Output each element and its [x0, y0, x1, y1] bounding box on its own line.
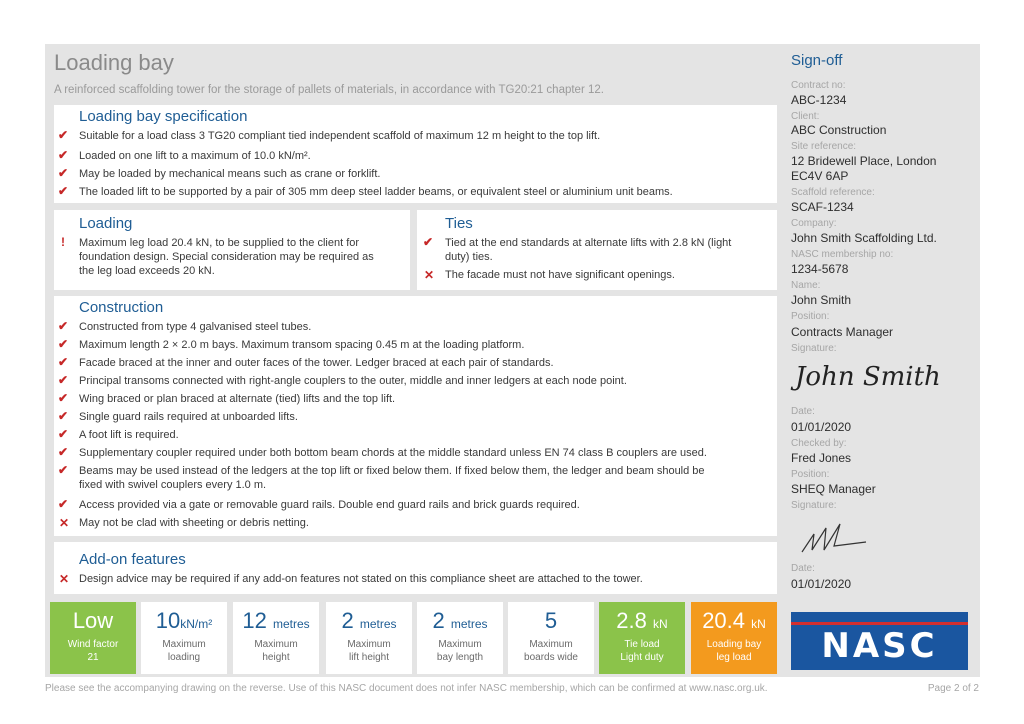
check-icon: ✔ [58, 427, 69, 441]
addons-panel [54, 542, 777, 594]
cross-icon: ✕ [59, 572, 70, 586]
addons-heading: Add-on features [79, 551, 186, 568]
check-icon: ✔ [58, 166, 69, 180]
logo-stripe [791, 622, 968, 625]
checked-value: Fred Jones [791, 451, 852, 465]
construction-item: Beams may be used instead of the ledgers at the top lift or fixed below them. If fixed below them, the ledger and beam should be [79, 465, 705, 477]
stat-max-bay-length [417, 602, 503, 674]
signoff-title: Sign-off [791, 52, 843, 69]
ties-panel [417, 210, 777, 290]
stat-unit: kN/m² [180, 617, 213, 631]
checked-label: Checked by: [791, 438, 847, 449]
logo-text: NASC [821, 626, 938, 666]
signature-scribble [800, 516, 870, 558]
nasc-logo [791, 612, 968, 670]
stat-caption: Wind factor [67, 639, 119, 650]
nasc-label: NASC membership no: [791, 249, 894, 260]
stat-value: 20.4 [702, 608, 746, 633]
date2-value: 01/01/2020 [791, 577, 852, 591]
stat-caption: Maximum [529, 639, 573, 650]
check-icon: ✔ [58, 409, 69, 423]
client-label: Client: [791, 111, 820, 122]
check-icon: ✔ [58, 148, 69, 162]
stat-caption: Tie load [624, 639, 660, 650]
signature-label: Signature: [791, 343, 837, 354]
position-label: Position: [791, 311, 830, 322]
handwritten-signature: John Smith [795, 362, 941, 392]
company-label: Company: [791, 218, 837, 229]
construction-panel [54, 296, 777, 536]
check-icon: ✔ [58, 319, 69, 333]
stat-caption: lift height [348, 652, 390, 663]
ties-item: The facade must not have significant openings. [445, 269, 675, 281]
client-value: ABC Construction [791, 123, 887, 137]
stat-unit: metres [272, 617, 310, 631]
check-icon: ✔ [58, 337, 69, 351]
check-icon: ✔ [58, 373, 69, 387]
loading-item-line: Maximum leg load 20.4 kN, to be supplied to the client for [79, 237, 360, 249]
contract-value: ABC-1234 [791, 93, 847, 107]
position-value: Contracts Manager [791, 325, 894, 339]
spec-item: Suitable for a load class 3 TG20 compliant tied independent scaffold of maximum 12 m height to the top lift. [79, 130, 601, 142]
check-icon: ✔ [58, 445, 69, 459]
check-icon: ✔ [58, 184, 69, 198]
stat-value: Low [72, 608, 114, 633]
loading-panel [54, 210, 410, 290]
cross-icon: ✕ [424, 268, 435, 282]
construction-item: Single guard rails required at unboarded lifts. [79, 411, 298, 423]
spec-item: The loaded lift to be supported by a pair of 305 mm deep steel ladder beams, or equivalent steel or aluminium unit beams. [79, 186, 673, 198]
stat-value: 2 [341, 608, 354, 633]
stat-caption: Maximum [254, 639, 298, 650]
stat-caption: Maximum [162, 639, 206, 650]
check-icon: ✔ [58, 391, 69, 405]
stat-leg-load [691, 602, 777, 674]
site-label: Site reference: [791, 141, 857, 152]
construction-item: Principal transoms connected with right-angle couplers to the outer, middle and inner ledgers at each node point. [79, 375, 627, 387]
stat-value: 10 [155, 608, 181, 633]
stat-unit: metres [359, 617, 397, 631]
ties-item-line: Tied at the end standards at alternate lifts with 2.8 kN (light [445, 237, 732, 249]
site-value-line2: EC4V 6AP [791, 169, 849, 183]
signature2-label: Signature: [791, 500, 837, 511]
stat-caption: boards wide [524, 652, 578, 663]
stat-caption: bay length [436, 652, 484, 663]
construction-item: Supplementary coupler required under both bottom beam chords at the middle standard unless EN 74 class B couplers are used. [79, 447, 707, 459]
stat-caption: Loading bay [706, 639, 762, 650]
date-value: 01/01/2020 [791, 420, 852, 434]
stat-wind-factor [50, 602, 136, 674]
site-value-line1: 12 Bridewell Place, London [791, 154, 937, 168]
check-icon: ✔ [58, 128, 69, 142]
stat-value: 12 [242, 608, 267, 633]
page-title: Loading bay [54, 50, 174, 75]
stat-tie-load [599, 602, 685, 674]
date2-label: Date: [791, 563, 815, 574]
spec-panel [54, 105, 777, 203]
cross-icon: ✕ [59, 516, 70, 530]
construction-item: Access provided via a gate or removable guard rails. Double end guard rails and brick guards required. [79, 499, 580, 511]
warning-icon: ! [61, 235, 65, 249]
stat-caption: loading [167, 652, 201, 663]
construction-item: Maximum length 2 × 2.0 m bays. Maximum transom spacing 0.45 m at the loading platform. [79, 339, 525, 351]
name-label: Name: [791, 280, 821, 291]
stat-unit: kN [653, 617, 668, 631]
position2-label: Position: [791, 469, 830, 480]
loading-heading: Loading [79, 215, 133, 232]
construction-item: May not be clad with sheeting or debris netting. [79, 517, 309, 529]
construction-item: Wing braced or plan braced at alternate (tied) lifts and the top lift. [79, 393, 396, 405]
stat-max-boards [508, 602, 594, 674]
stat-unit: metres [450, 617, 488, 631]
stat-max-height [233, 602, 319, 674]
company-value: John Smith Scaffolding Ltd. [791, 231, 937, 245]
spec-item: May be loaded by mechanical means such as crane or forklift. [79, 168, 381, 180]
date-label: Date: [791, 406, 815, 417]
spec-item: Loaded on one lift to a maximum of 10.0 kN/m². [79, 150, 311, 162]
page-subtitle: A reinforced scaffolding tower for the storage of pallets of materials, in accordance with TG20:21 chapter 12. [54, 84, 604, 96]
stat-max-lift-height [326, 602, 412, 674]
contract-label: Contract no: [791, 80, 846, 91]
scaffold-value: SCAF-1234 [791, 200, 854, 214]
stat-value: 2.8 [616, 608, 647, 633]
construction-item-continued: fixed with swivel couplers every 1.0 m. [79, 479, 267, 491]
scaffold-label: Scaffold reference: [791, 187, 875, 198]
construction-item: Constructed from type 4 galvanised steel tubes. [79, 321, 312, 333]
construction-heading: Construction [79, 299, 164, 316]
loading-item-line: foundation design. Special consideration may be required as [79, 251, 374, 263]
stat-caption: Maximum [438, 639, 482, 650]
stat-caption: 21 [87, 652, 99, 663]
ties-item-line: duty) ties. [445, 251, 493, 263]
ties-heading: Ties [445, 215, 473, 232]
stat-caption: leg load [716, 652, 752, 663]
stat-unit: kN [751, 617, 766, 631]
stat-caption: Light duty [620, 652, 664, 663]
spec-heading: Loading bay specification [79, 108, 248, 125]
stat-value: 2 [432, 608, 445, 633]
footer-note: Please see the accompanying drawing on the reverse. Use of this NASC document does not infer NASC membership, which can be confirmed at www.nasc.org.uk. [45, 683, 768, 694]
loading-item-line: the leg load exceeds 20 kN. [79, 265, 215, 277]
name-value: John Smith [791, 293, 852, 307]
check-icon: ✔ [58, 355, 69, 369]
stat-value: 5 [544, 608, 558, 633]
check-icon: ✔ [58, 463, 69, 477]
construction-item: Facade braced at the inner and outer faces of the tower. Ledger braced at each pair of standards. [79, 357, 554, 369]
addons-item: Design advice may be required if any add-on features not stated on this compliance sheet are attached to the tower. [79, 573, 643, 585]
construction-item: A foot lift is required. [79, 429, 179, 441]
check-icon: ✔ [423, 235, 434, 249]
position2-value: SHEQ Manager [791, 482, 876, 496]
stat-caption: height [262, 652, 290, 663]
stat-max-loading [141, 602, 227, 674]
check-icon: ✔ [58, 497, 69, 511]
stat-caption: Maximum [347, 639, 391, 650]
page-number: Page 2 of 2 [927, 683, 979, 694]
nasc-value: 1234-5678 [791, 262, 849, 276]
